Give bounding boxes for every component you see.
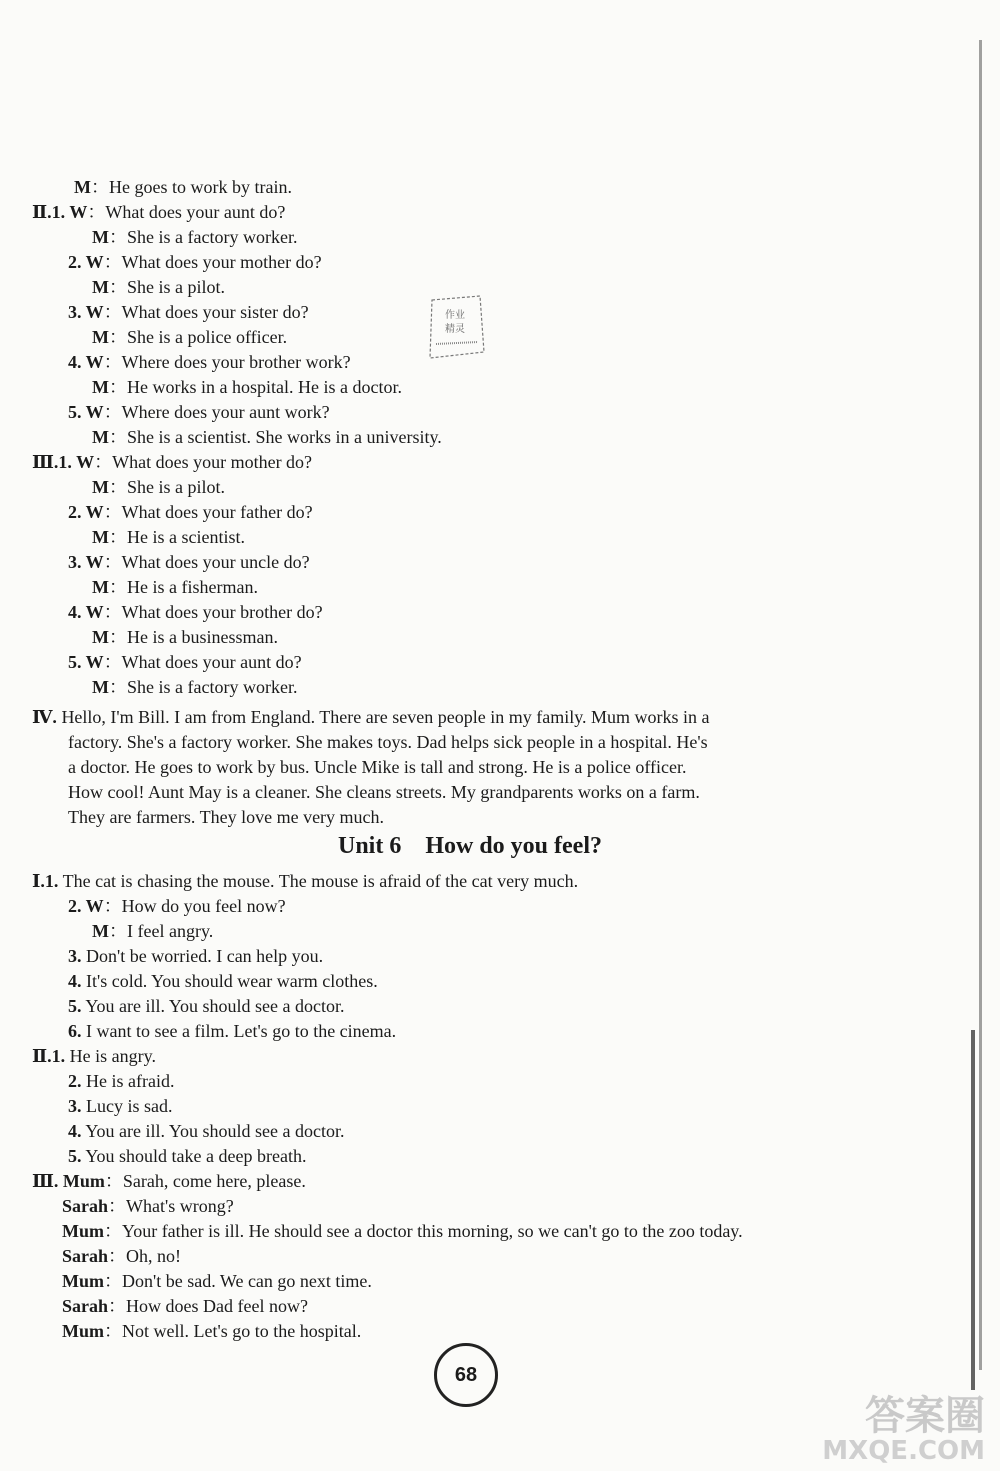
line-label: 5. <box>68 996 82 1016</box>
text-line <box>92 626 278 648</box>
text-line <box>68 1120 345 1142</box>
text-line <box>92 476 225 498</box>
line-label: 2. W <box>68 252 104 272</box>
line-text: You should take a deep breath. <box>81 1146 307 1166</box>
text-line <box>68 995 345 1017</box>
line-text: He is angry. <box>65 1046 156 1066</box>
text-line <box>68 351 351 373</box>
line-label: 3. W <box>68 302 104 322</box>
line-label: 2. W <box>68 896 104 916</box>
line-label: M <box>92 577 109 597</box>
text-line <box>92 426 442 448</box>
line-text: I want to see a film. Let's go to the cinema. <box>81 1021 397 1041</box>
line-label: 3. <box>68 1096 82 1116</box>
text-line <box>68 970 378 992</box>
line-label: M <box>92 377 109 397</box>
line-text: ：Where does your brother work? <box>103 352 351 372</box>
line-label: Ⅲ. Mum <box>32 1171 105 1191</box>
line-label: Ⅱ.1. W <box>32 202 88 222</box>
line-text: Lucy is sad. <box>81 1096 173 1116</box>
text-line <box>68 756 687 778</box>
line-label: Sarah <box>62 1196 109 1216</box>
text-line <box>68 401 330 423</box>
stamp-text-2: 精灵 <box>445 324 465 335</box>
line-text: ：How does Dad feel now? <box>108 1296 308 1316</box>
text-line <box>68 301 309 323</box>
line-text: ：She is a scientist. She works in a university. <box>109 427 442 447</box>
line-label: Mum <box>62 1271 104 1291</box>
line-label: M <box>92 921 109 941</box>
line-label: M <box>92 477 109 497</box>
text-line <box>68 251 322 273</box>
text-line <box>68 895 286 917</box>
text-line <box>32 1170 306 1192</box>
line-text: Don't be worried. I can help you. <box>81 946 324 966</box>
line-text: ：He works in a hospital. He is a doctor. <box>109 377 402 397</box>
line-label: Mum <box>62 1221 104 1241</box>
line-label: M <box>92 227 109 247</box>
line-label: 6. <box>68 1021 82 1041</box>
watermark-cn: 答案圈 <box>865 1393 985 1439</box>
line-label: 2. W <box>68 502 104 522</box>
text-line <box>62 1195 234 1217</box>
line-text: It's cold. You should wear warm clothes. <box>81 971 378 991</box>
line-text: a doctor. He goes to work by bus. Uncle Mike is tall and strong. He is a police officer. <box>68 757 687 777</box>
watermark-url: MXQE.COM <box>822 1436 985 1465</box>
line-label: M <box>92 427 109 447</box>
text-line <box>32 451 312 473</box>
line-text: ：Don't be sad. We can go next time. <box>104 1271 372 1291</box>
line-label: M <box>92 627 109 647</box>
text-line <box>32 870 578 892</box>
line-text: The cat is chasing the mouse. The mouse is afraid of the cat very much. <box>58 871 579 891</box>
text-line <box>92 526 245 548</box>
line-label: 3. W <box>68 552 104 572</box>
line-label: M <box>92 327 109 347</box>
line-label: 5. W <box>68 402 104 422</box>
line-label: 3. <box>68 946 82 966</box>
unit-title <box>0 833 940 860</box>
line-label: Mum <box>62 1321 104 1341</box>
line-label: Sarah <box>62 1246 109 1266</box>
text-line <box>92 376 402 398</box>
line-label: 5. W <box>68 652 104 672</box>
text-line <box>68 651 302 673</box>
line-label: Ⅲ.1. W <box>32 452 95 472</box>
line-text: ：Where does your aunt work? <box>103 402 330 422</box>
text-line <box>68 1020 396 1042</box>
text-line <box>32 1045 156 1067</box>
line-label: M <box>92 277 109 297</box>
line-text: ：He is a scientist. <box>109 527 245 547</box>
line-text: ：Sarah, come here, please. <box>104 1171 306 1191</box>
line-label: M <box>92 527 109 547</box>
line-label: Ⅰ.1. <box>32 871 59 891</box>
watermark-logo <box>770 1385 990 1465</box>
stamp-logo <box>418 292 490 362</box>
line-text: ：What does your sister do? <box>103 302 309 322</box>
line-text: ：I feel angry. <box>109 921 214 941</box>
text-line <box>68 501 313 523</box>
line-text: ：She is a pilot. <box>109 277 225 297</box>
unit-number: Unit 6 <box>337 833 402 859</box>
line-text: ：She is a factory worker. <box>109 677 298 697</box>
line-text: ：What does your aunt do? <box>103 652 302 672</box>
page-edge-dark <box>971 1030 975 1390</box>
text-line <box>62 1295 308 1317</box>
page-edge-shadow <box>979 40 982 1370</box>
line-text: ：Oh, no! <box>108 1246 182 1266</box>
line-text: ：He goes to work by train. <box>91 177 292 197</box>
line-text: ：She is a police officer. <box>109 327 288 347</box>
line-label: 4. W <box>68 602 104 622</box>
text-line <box>68 945 323 967</box>
text-line <box>68 1070 174 1092</box>
line-text: ：What does your mother do? <box>94 452 313 472</box>
text-line <box>68 1145 306 1167</box>
text-line <box>62 1270 372 1292</box>
line-label: Sarah <box>62 1296 109 1316</box>
text-line <box>68 551 310 573</box>
line-text: ：She is a pilot. <box>109 477 225 497</box>
line-text: ：Your father is ill. He should see a doctor this morning, so we can't go to the zoo today. <box>104 1221 743 1241</box>
text-line <box>32 706 710 728</box>
text-line <box>62 1245 181 1267</box>
line-text: They are farmers. They love me very much. <box>68 807 385 827</box>
line-text: ：He is a fisherman. <box>109 577 258 597</box>
text-line <box>32 201 285 223</box>
line-label: 4. <box>68 971 82 991</box>
line-text: ：What's wrong? <box>108 1196 234 1216</box>
page-number: 68 <box>434 1343 498 1407</box>
line-text: How cool! Aunt May is a cleaner. She cleans streets. My grandparents works on a farm. <box>68 782 700 802</box>
stamp-text-1: 作业 <box>445 310 465 321</box>
line-text: He is afraid. <box>81 1071 175 1091</box>
line-label: 5. <box>68 1146 82 1166</box>
line-text: You are ill. You should see a doctor. <box>81 996 345 1016</box>
line-text: ：She is a factory worker. <box>109 227 298 247</box>
line-label: 2. <box>68 1071 82 1091</box>
text-line <box>68 601 323 623</box>
line-label: M <box>74 177 91 197</box>
text-line <box>62 1320 361 1342</box>
text-line <box>92 276 225 298</box>
text-line <box>92 576 258 598</box>
text-line <box>92 226 297 248</box>
unit-topic: How do you feel? <box>425 833 602 859</box>
line-text: You are ill. You should see a doctor. <box>81 1121 345 1141</box>
text-line <box>68 781 700 803</box>
line-label: M <box>92 677 109 697</box>
text-line <box>92 920 213 942</box>
line-label: Ⅱ.1. <box>32 1046 66 1066</box>
line-text: factory. She's a factory worker. She makes toys. Dad helps sick people in a hospital. He's <box>68 732 708 752</box>
line-text: ：What does your father do? <box>103 502 313 522</box>
line-text: Hello, I'm Bill. I am from England. There are seven people in my family. Mum works in a <box>56 707 710 727</box>
line-text: ：What does your brother do? <box>103 602 323 622</box>
text-line <box>68 731 708 753</box>
line-text: ：He is a businessman. <box>109 627 278 647</box>
line-text: ：What does your aunt do? <box>87 202 286 222</box>
line-label: Ⅳ. <box>32 707 57 727</box>
text-line <box>92 676 297 698</box>
line-text: ：What does your mother do? <box>103 252 322 272</box>
text-line <box>68 806 384 828</box>
text-line <box>68 1095 172 1117</box>
line-text: ：Not well. Let's go to the hospital. <box>104 1321 362 1341</box>
text-line <box>92 326 287 348</box>
text-line <box>74 176 292 198</box>
line-text: ：What does your uncle do? <box>103 552 310 572</box>
line-label: 4. W <box>68 352 104 372</box>
line-label: 4. <box>68 1121 82 1141</box>
text-line <box>62 1220 743 1242</box>
line-text: ：How do you feel now? <box>103 896 286 916</box>
